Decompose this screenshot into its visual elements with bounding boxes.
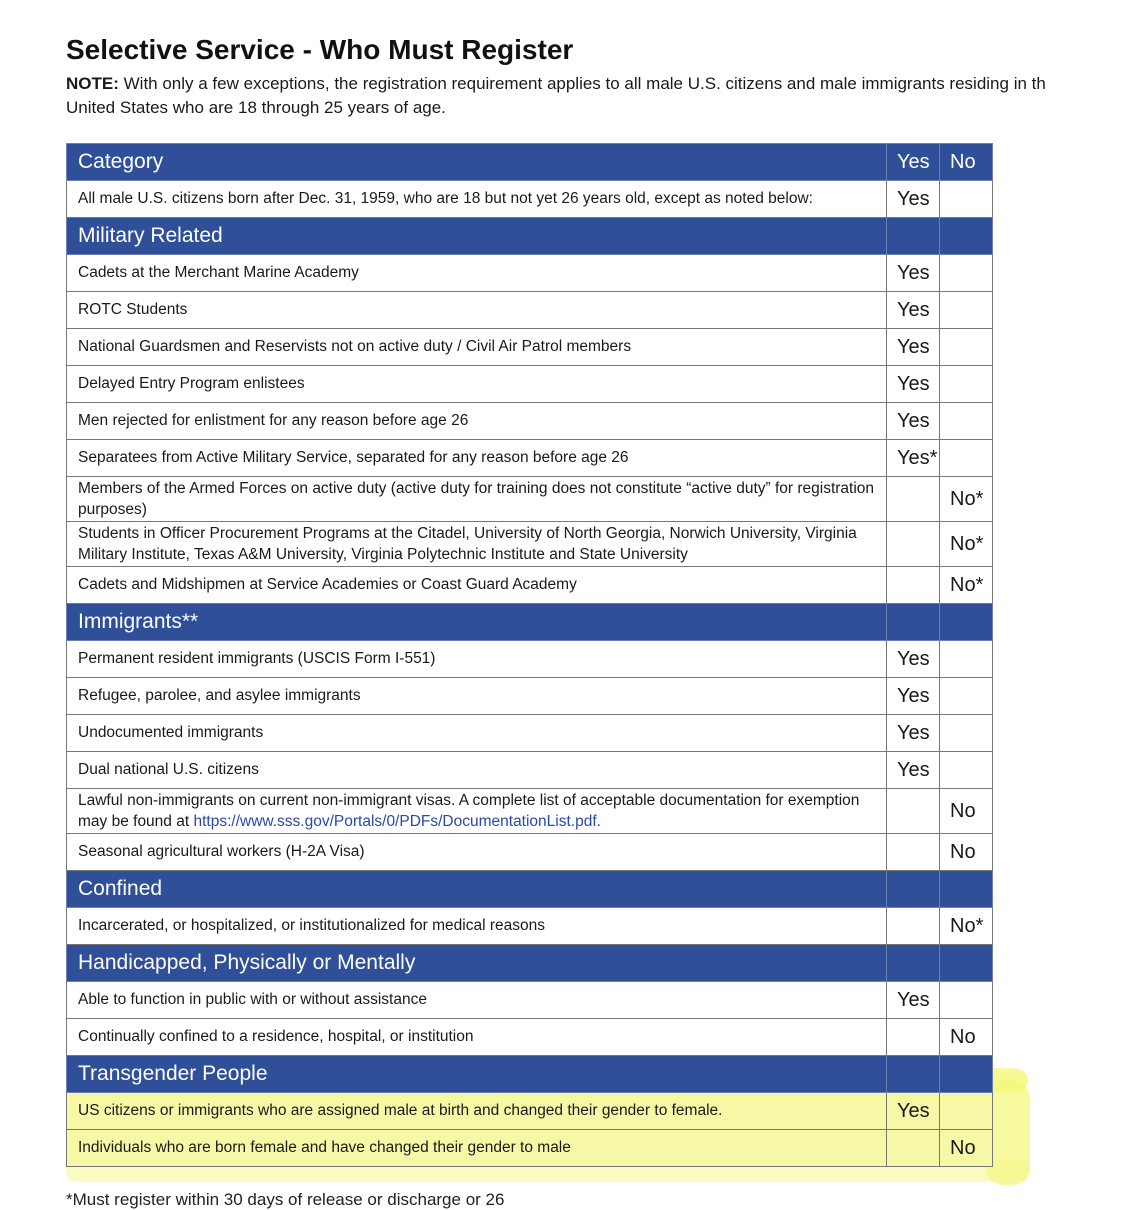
table-row: [67, 789, 993, 834]
row-no: [940, 715, 993, 752]
row-label: Separatees from Active Military Service, separated for any reason before age 26: [67, 440, 887, 477]
table-row: [67, 834, 993, 871]
row-no: No: [940, 1019, 993, 1056]
row-yes: Yes: [887, 403, 940, 440]
table-row-highlighted: [67, 1093, 993, 1130]
row-label: ROTC Students: [67, 292, 887, 329]
row-yes: [887, 834, 940, 871]
table-row: [67, 440, 993, 477]
table-row: [67, 366, 993, 403]
row-yes: Yes: [887, 752, 940, 789]
row-yes: [887, 567, 940, 604]
row-label: Dual national U.S. citizens: [67, 752, 887, 789]
row-yes: [887, 789, 940, 834]
row-no: [940, 292, 993, 329]
section-title: Military Related: [67, 218, 887, 255]
page-title: Selective Service - Who Must Register: [66, 34, 574, 65]
section-header-handicapped: [67, 945, 993, 982]
row-yes: Yes: [887, 366, 940, 403]
row-no: No*: [940, 477, 993, 522]
row-no: No*: [940, 522, 993, 567]
table-row: [67, 678, 993, 715]
row-no: [940, 366, 993, 403]
row-no: No: [940, 789, 993, 834]
row-label: Cadets and Midshipmen at Service Academies or Coast Guard Academy: [67, 567, 887, 604]
row-label: National Guardsmen and Reservists not on active duty / Civil Air Patrol members: [67, 329, 887, 366]
row-label: Men rejected for enlistment for any reason before age 26: [67, 403, 887, 440]
row-label: Refugee, parolee, and asylee immigrants: [67, 678, 887, 715]
row-yes: Yes: [887, 982, 940, 1019]
row-no: [940, 403, 993, 440]
table-row: [67, 522, 993, 567]
row-label: Seasonal agricultural workers (H-2A Visa): [67, 834, 887, 871]
row-no: [940, 678, 993, 715]
row-label: All male U.S. citizens born after Dec. 31, 1959, who are 18 but not yet 26 years old, except as noted below:: [67, 181, 887, 218]
table-row: [67, 752, 993, 789]
table-row: [67, 329, 993, 366]
row-no: [940, 1093, 993, 1130]
header-category: Category: [67, 144, 887, 181]
documentation-link[interactable]: https://www.sss.gov/Portals/0/PDFs/DocumentationList.pdf.: [193, 813, 601, 830]
row-yes: Yes: [887, 292, 940, 329]
section-title: Confined: [67, 871, 887, 908]
row-yes: Yes: [887, 1093, 940, 1130]
section-header-transgender: [67, 1056, 993, 1093]
row-yes: Yes: [887, 255, 940, 292]
row-yes: Yes: [887, 329, 940, 366]
note-label: NOTE:: [66, 74, 119, 93]
registration-table: [66, 143, 993, 1167]
table-row: [67, 1019, 993, 1056]
row-no: No*: [940, 567, 993, 604]
section-title: Handicapped, Physically or Mentally: [67, 945, 887, 982]
row-yes: Yes: [887, 715, 940, 752]
row-label: Permanent resident immigrants (USCIS Form I-551): [67, 641, 887, 678]
row-no: No*: [940, 908, 993, 945]
section-header-immigrants: [67, 604, 993, 641]
row-no: [940, 329, 993, 366]
row-no: No: [940, 1130, 993, 1167]
row-label: US citizens or immigrants who are assigned male at birth and changed their gender to female.: [67, 1093, 887, 1130]
row-yes: [887, 1130, 940, 1167]
row-yes: Yes: [887, 181, 940, 218]
row-yes: [887, 477, 940, 522]
table-row: [67, 255, 993, 292]
note-text-1: With only a few exceptions, the registration requirement applies to all male U.S. citizens and male immigrants residing in th: [123, 74, 1046, 93]
row-label: Students in Officer Procurement Programs at the Citadel, University of North Georgia, Norwich University, Virginia Military Institute, Texas A&M University, Virginia Polytechnic Institute and State University: [67, 522, 887, 567]
table-row: [67, 982, 993, 1019]
row-label: [67, 789, 887, 834]
row-yes: Yes: [887, 678, 940, 715]
row-label: Individuals who are born female and have changed their gender to male: [67, 1130, 887, 1167]
row-no: No: [940, 834, 993, 871]
row-label-text: Lawful non-immigrants on current non-immigrant visas. A complete list of acceptable documentation for exemption may be found at: [78, 792, 860, 830]
note-paragraph: [66, 72, 1122, 120]
row-label: Members of the Armed Forces on active duty (active duty for training does not constitute “active duty” for registration purposes): [67, 477, 887, 522]
footnote: *Must register within 30 days of release or discharge or 26: [66, 1190, 505, 1209]
section-header-confined: [67, 871, 993, 908]
row-no: [940, 181, 993, 218]
table-row: [67, 908, 993, 945]
table-row: [67, 292, 993, 329]
table-row: [67, 567, 993, 604]
section-title: Immigrants**: [67, 604, 887, 641]
row-label: Delayed Entry Program enlistees: [67, 366, 887, 403]
header-no: No: [940, 144, 993, 181]
row-label: Incarcerated, or hospitalized, or institutionalized for medical reasons: [67, 908, 887, 945]
note-line-1: [66, 72, 1122, 96]
row-no: [940, 440, 993, 477]
table-row-general: [67, 181, 993, 218]
header-yes: Yes: [887, 144, 940, 181]
row-label: Continually confined to a residence, hospital, or institution: [67, 1019, 887, 1056]
row-no: [940, 641, 993, 678]
row-no: [940, 255, 993, 292]
row-yes: [887, 522, 940, 567]
row-yes: [887, 908, 940, 945]
table-header-row: [67, 144, 993, 181]
row-no: [940, 982, 993, 1019]
section-title: Transgender People: [67, 1056, 887, 1093]
row-yes: [887, 1019, 940, 1056]
row-yes: Yes*: [887, 440, 940, 477]
row-label: Able to function in public with or without assistance: [67, 982, 887, 1019]
row-yes: Yes: [887, 641, 940, 678]
row-label: Undocumented immigrants: [67, 715, 887, 752]
table-row: [67, 403, 993, 440]
note-line-2: United States who are 18 through 25 years of age.: [66, 98, 446, 117]
row-no: [940, 752, 993, 789]
table-row-highlighted: [67, 1130, 993, 1167]
row-label: Cadets at the Merchant Marine Academy: [67, 255, 887, 292]
section-header-military: [67, 218, 993, 255]
table-row: [67, 715, 993, 752]
table-row: [67, 641, 993, 678]
table-row: [67, 477, 993, 522]
